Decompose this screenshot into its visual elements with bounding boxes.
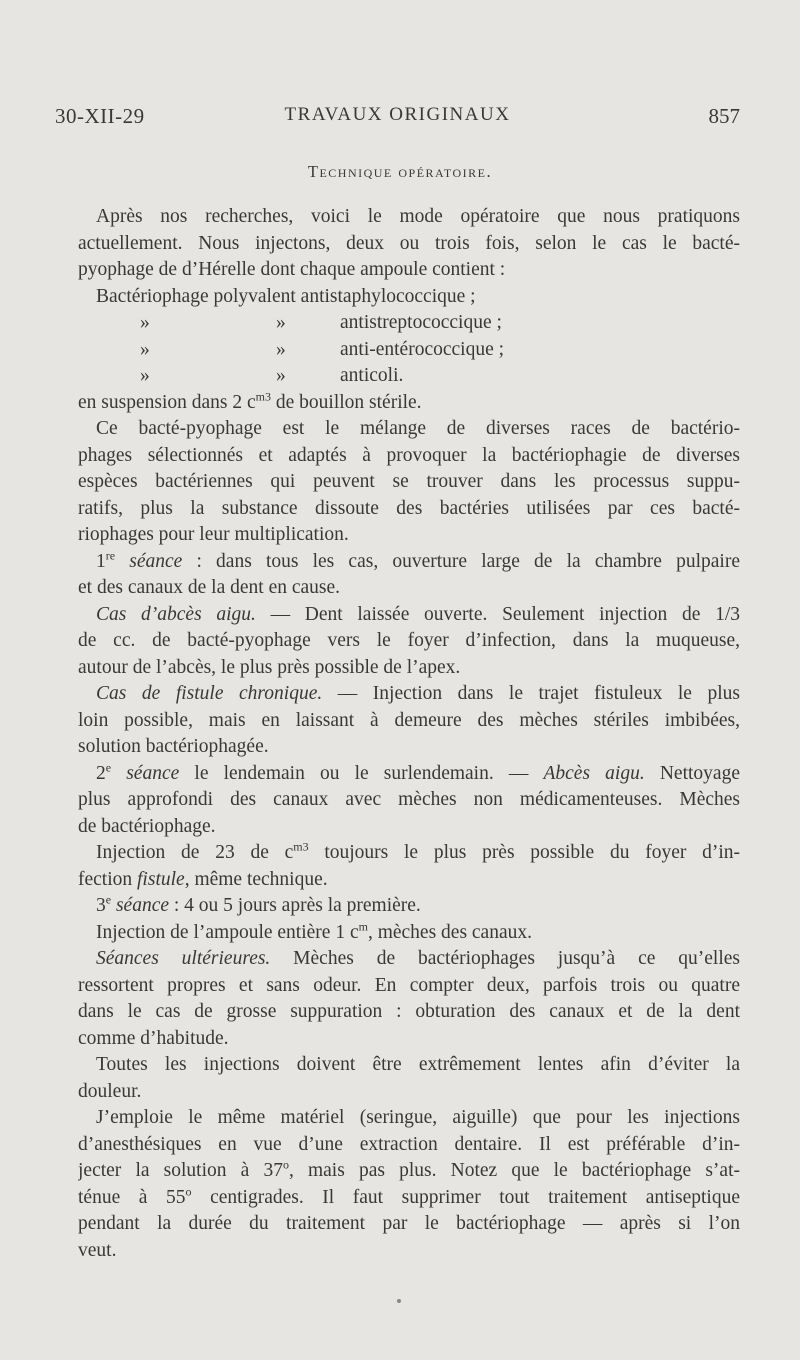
text-run: jecter la solution à 37 [78, 1160, 283, 1181]
italic-label: séance [111, 762, 180, 784]
text-line: plus approfondi des canaux avec mèches non médicamenteuses. Mèches [78, 789, 740, 810]
italic-label: Séances ultérieures. [96, 948, 271, 969]
text-line: Bactériophage polyvalent antistaphylococcique ; [96, 285, 476, 307]
text-line [78, 761, 740, 788]
text-line [78, 390, 740, 417]
text-line: Ce bacté-pyophage est le mélange de diverses races de bactério- [96, 418, 740, 439]
text-run: centigrades. Il faut supprimer tout traitement antiseptique [191, 1186, 740, 1208]
page-number: 857 [708, 104, 740, 128]
italic-label: séance [111, 895, 170, 916]
text-line: solution bactériophagée. [78, 736, 269, 757]
italic-label: fistule [137, 868, 185, 890]
ditto-mark: » [276, 338, 286, 360]
text-line [78, 602, 740, 629]
list-item-text: antistreptococcique ; [340, 312, 502, 333]
italic-label: Abcès aigu. [543, 762, 645, 784]
superscript: e [105, 760, 112, 774]
text-run: Mèches de bactériophages jusqu’à ce qu’elles [270, 948, 740, 969]
superscript: re [105, 548, 116, 562]
text-run: 1 [96, 550, 106, 572]
text-line: dans le cas de grosse suppuration : obturation des canaux et de la dent [78, 1001, 740, 1022]
italic-label: Cas de fistule chronique. [96, 683, 323, 704]
superscript: m [358, 919, 368, 933]
text-line: pendant la durée du traitement par le bactériophage — après si l’on [78, 1213, 740, 1234]
header-date: 30-XII-29 [55, 104, 145, 128]
ditto-mark: » [276, 365, 286, 386]
ditto-mark: » [140, 312, 150, 333]
superscript: o [282, 1158, 289, 1172]
text-run: Nettoyage [644, 762, 740, 784]
ditto-mark: » [140, 338, 150, 360]
text-line: de cc. de bacté-pyophage vers le foyer d’infection, dans la muqueuse, [78, 630, 740, 651]
text-run: — Dent laissée ouverte. Seulement injection de 1/3 [255, 603, 740, 625]
body-text [78, 204, 740, 1264]
text-line: ressortent propres et sans odeur. En compter deux, parfois trois ou quatre [78, 974, 740, 996]
list-item [78, 337, 740, 364]
list-item [78, 310, 740, 337]
text-line: J’emploie le même matériel (seringue, aiguille) que pour les injections [96, 1107, 740, 1128]
text-run: 3 [96, 895, 106, 916]
text-line [78, 681, 740, 708]
italic-label: séance [115, 550, 183, 572]
text-run: 2 [96, 762, 106, 784]
list-item [78, 363, 740, 390]
superscript: o [185, 1184, 192, 1198]
section-title: Technique opératoire. [307, 162, 493, 181]
text-run: , mèches des canaux. [367, 921, 532, 943]
text-line: espèces bactériennes qui peuvent se trouver dans les processus suppu- [78, 471, 740, 492]
ditto-mark: » [276, 312, 286, 333]
text-line [78, 946, 740, 973]
text-run: Injection de l’ampoule entière 1 c [96, 921, 359, 943]
text-run: le lendemain ou le surlendemain. — [179, 762, 544, 784]
header-journal-section: TRAVAUX ORIGINAUX [284, 104, 511, 125]
ditto-mark: » [140, 365, 150, 386]
text-line: Après nos recherches, voici le mode opératoire que nous pratiquons [96, 206, 740, 227]
text-line [78, 549, 740, 576]
text-run: en suspension dans 2 c [78, 391, 256, 413]
text-line [78, 1158, 740, 1185]
text-line: riophages pour leur multiplication. [78, 524, 349, 545]
text-run: , même technique. [184, 868, 328, 890]
text-run: , mais pas plus. Notez que le bactériophage s’at- [288, 1160, 740, 1181]
text-line: autour de l’abcès, le plus près possible de l’apex. [78, 656, 461, 678]
text-line: et des canaux de la dent en cause. [78, 577, 341, 598]
text-line: pyophage de d’Hérelle dont chaque ampoule contient : [78, 259, 506, 280]
text-line: actuellement. Nous injectons, deux ou trois fois, selon le cas le bacté- [78, 232, 740, 254]
superscript: m3 [255, 389, 271, 403]
text-line [78, 920, 740, 947]
text-line [78, 893, 740, 920]
text-run: toujours le plus près possible du foyer d’in- [308, 842, 740, 863]
running-header [55, 104, 740, 138]
text-run: : 4 ou 5 jours après la première. [169, 895, 421, 916]
text-line: douleur. [78, 1080, 142, 1102]
list-item-text: anti-entérococcique ; [340, 338, 505, 360]
text-line: ratifs, plus la substance dissoute des bactéries utilisées par ces bacté- [78, 497, 740, 519]
text-line: phages sélectionnés et adaptés à provoquer la bactériophagie de diverses [78, 444, 740, 466]
print-speck [397, 1299, 401, 1303]
text-line: comme d’habitude. [78, 1027, 229, 1049]
superscript: m3 [293, 840, 309, 854]
list-item-text: anticoli. [340, 365, 404, 386]
text-run: : dans tous les cas, ouverture large de la chambre pulpaire [182, 550, 740, 572]
text-line: de bactériophage. [78, 815, 216, 837]
text-line: veut. [78, 1239, 117, 1261]
superscript: e [105, 893, 112, 907]
text-line: Toutes les injections doivent être extrêmement lentes afin d’éviter la [96, 1054, 740, 1075]
text-line [78, 867, 740, 894]
text-run: de bouillon stérile. [271, 391, 422, 413]
text-line [78, 840, 740, 867]
text-run: — Injection dans le trajet fistuleux le plus [322, 683, 740, 704]
text-line [78, 1185, 740, 1212]
italic-label: Cas d’abcès aigu. [96, 603, 256, 625]
text-run: Injection de 23 de c [96, 842, 294, 863]
text-line: d’anesthésiques en vue d’une extraction dentaire. Il est préférable d’in- [78, 1133, 740, 1155]
text-run: fection [78, 868, 138, 890]
text-line: loin possible, mais en laissant à demeure des mèches stériles imbibées, [78, 709, 740, 731]
text-run: ténue à 55 [78, 1186, 186, 1208]
